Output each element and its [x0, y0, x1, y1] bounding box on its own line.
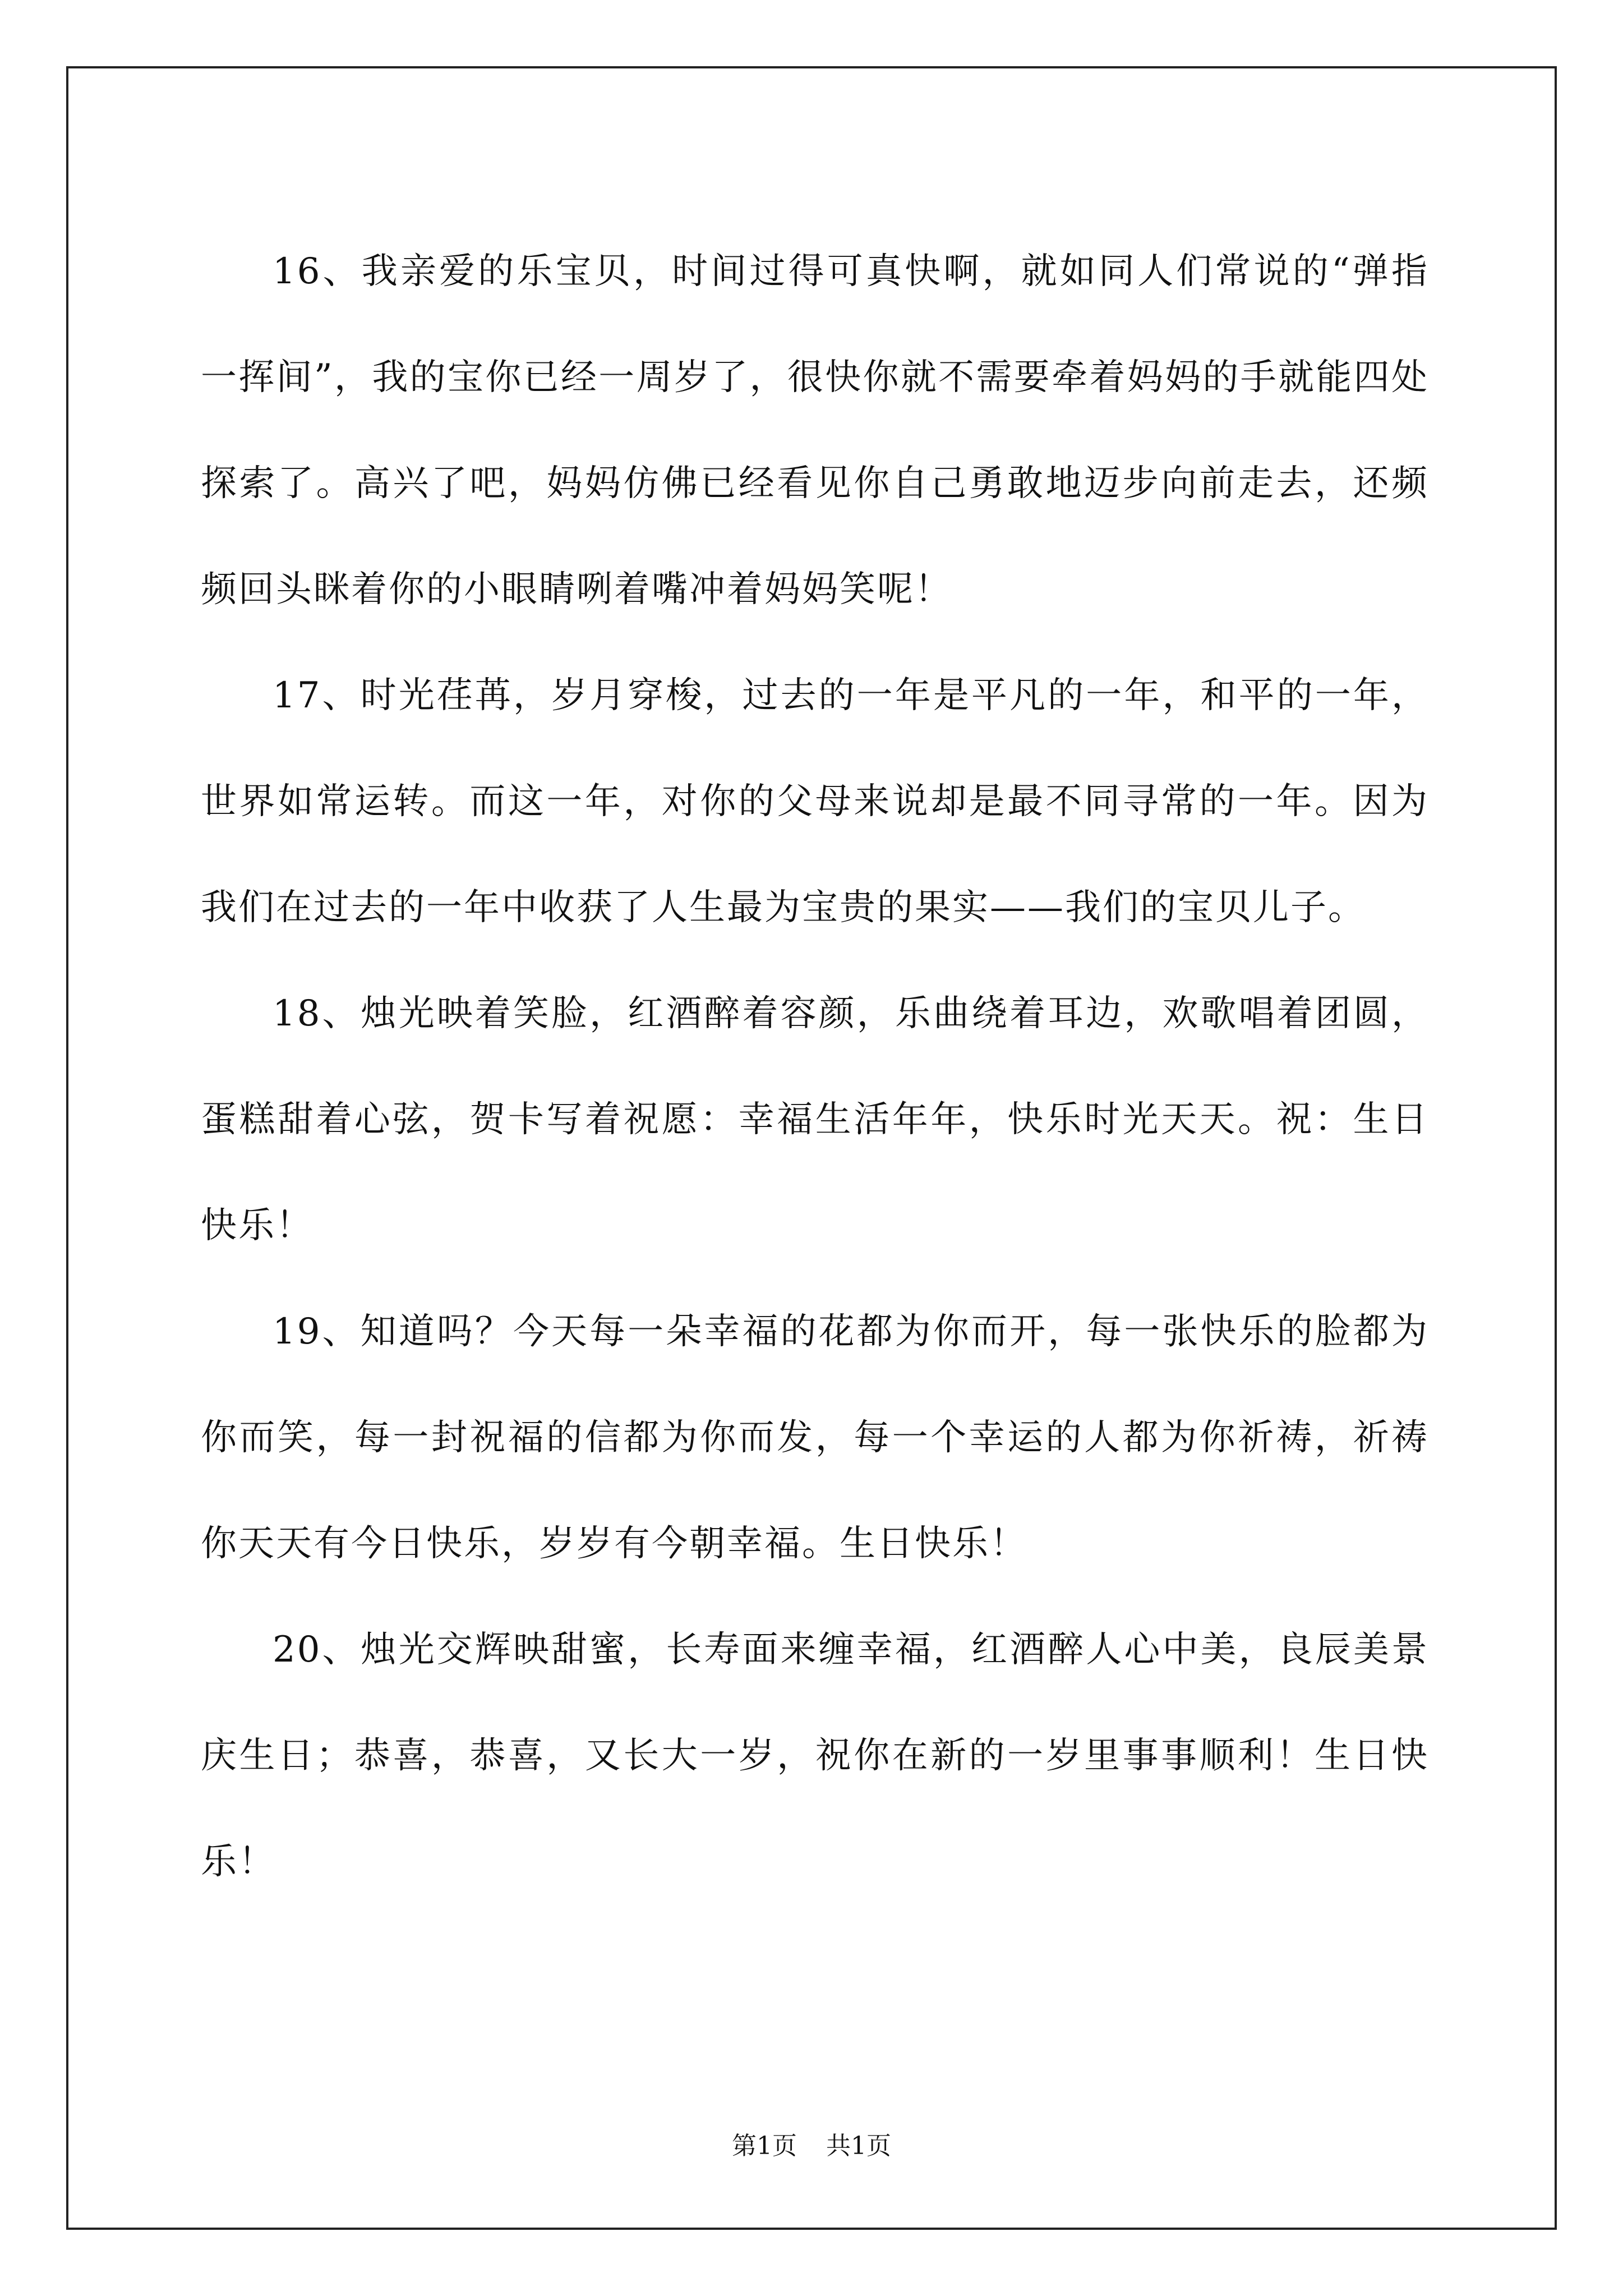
paragraph-19: 19、知道吗？今天每一朵幸福的花都为你而开，每一张快乐的脸都为你而笑，每一封祝福的信都为你而发，每一个幸运的人都为你祈祷，祈祷你天天有今日快乐，岁岁有今朝幸福。生日快乐！ — [201, 1311, 1429, 1565]
paragraph-18: 18、烛光映着笑脸，红酒醉着容颜，乐曲绕着耳边，欢歌唱着团圆，蛋糕甜着心弦，贺卡写着祝愿：幸福生活年年，快乐时光天天。祝：生日快乐！ — [201, 993, 1429, 1246]
document-body — [201, 219, 1429, 1915]
paragraph-17: 17、时光荏苒，岁月穿梭，过去的一年是平凡的一年，和平的一年，世界如常运转。而这一年，对你的父母来说却是最不同寻常的一年。因为我们在过去的一年中收获了人生最为宝贵的果实——我们的宝贝儿子。 — [201, 675, 1429, 928]
page-number: 第1页 — [732, 2132, 797, 2160]
page-total: 共1页 — [826, 2132, 891, 2160]
page-footer — [0, 2129, 1623, 2163]
paragraph-16: 16、我亲爱的乐宝贝，时间过得可真快啊，就如同人们常说的“弹指一挥间”，我的宝你已经一周岁了，很快你就不需要牵着妈妈的手就能四处探索了。高兴了吧，妈妈仿佛已经看见你自己勇敢地迈步向前走去，还频频回头眯着你的小眼睛咧着嘴冲着妈妈笑呢！ — [201, 251, 1429, 610]
paragraph-20: 20、烛光交辉映甜蜜，长寿面来缠幸福，红酒醉人心中美，良辰美景庆生日；恭喜，恭喜，又长大一岁，祝你在新的一岁里事事顺利！生日快乐！ — [201, 1629, 1429, 1883]
